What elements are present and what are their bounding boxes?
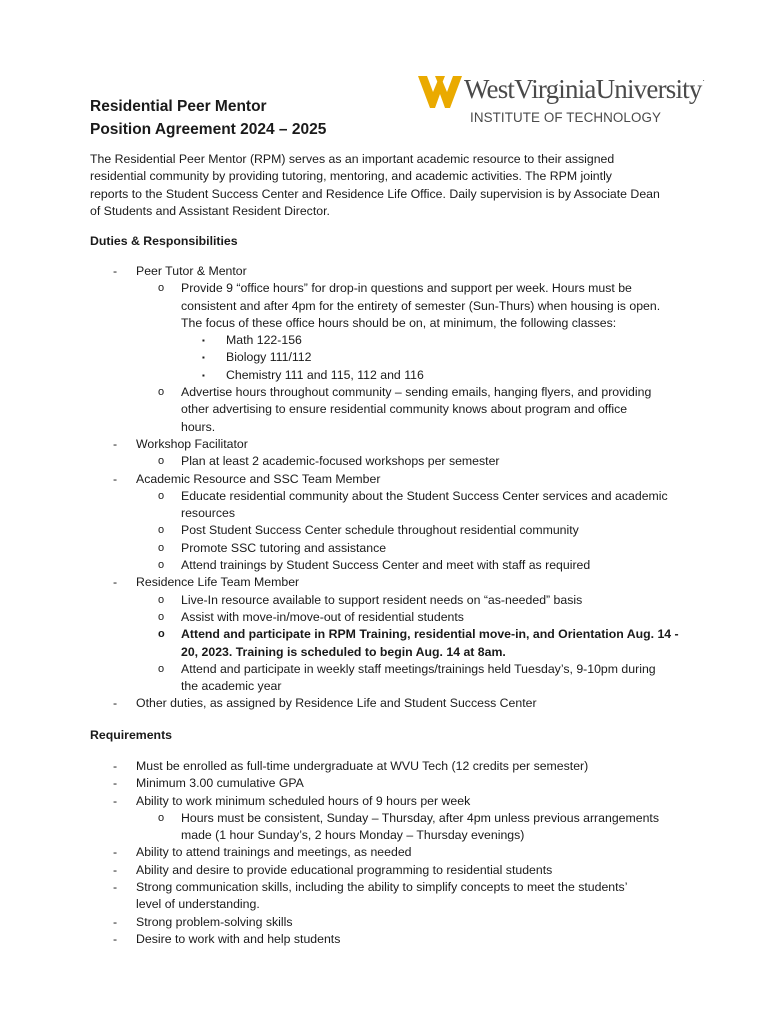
circle-bullet: o — [158, 593, 165, 606]
class-item — [90, 349, 700, 366]
logo-wordmark — [464, 74, 704, 105]
dash-bullet: - — [113, 471, 118, 486]
document-title — [90, 95, 326, 141]
intro-line: reports to the Student Success Center and Residence Life Office. Daily supervision is by Associate Dean — [90, 186, 660, 201]
logo-name: WestVirginiaUniversity — [464, 74, 702, 104]
requirements-heading: Requirements — [90, 728, 173, 742]
requirement-text: Ability and desire to provide educational programming to residential students — [136, 862, 553, 877]
wvu-tech-logo — [418, 70, 704, 130]
requirement-text: Ability to attend trainings and meetings, as needed — [136, 845, 412, 860]
dash-bullet: - — [113, 862, 118, 877]
dash-bullet: - — [113, 914, 118, 929]
dash-bullet: - — [113, 436, 118, 451]
duty-label: Academic Resource and SSC Team Member — [136, 471, 381, 486]
intro-line: residential community by providing tutoring, mentoring, and academic activities. The RPM jointly — [90, 169, 612, 184]
sub-item-line: 20, 2023. Training is scheduled to begin Aug. 14 at 8am. — [181, 644, 506, 659]
sub-item-line: Educate residential community about the Student Success Center services and academic — [181, 488, 668, 503]
requirement-text: Strong communication skills, including the ability to simplify concepts to meet the students’ — [136, 880, 628, 895]
circle-bullet: o — [158, 610, 165, 623]
class-label: Biology 111/112 — [226, 350, 312, 365]
sub-item-line: Plan at least 2 academic-focused workshops per semester — [181, 454, 500, 469]
class-label: Chemistry 111 and 115, 112 and 116 — [226, 367, 424, 382]
sub-item-line: Hours must be consistent, Sunday – Thursday, after 4pm unless previous arrangements — [181, 810, 659, 825]
sub-item-line: Attend trainings by Student Success Center and meet with staff as required — [181, 558, 591, 573]
intro-line: The Residential Peer Mentor (RPM) serves as an important academic resource to their assigned — [90, 152, 615, 166]
requirement-text: level of understanding. — [136, 897, 260, 912]
requirement-sub-item — [90, 810, 700, 845]
square-bullet: ▪ — [202, 353, 205, 363]
sub-item-attend-trainings — [90, 557, 700, 574]
duty-label: Peer Tutor & Mentor — [136, 264, 247, 278]
sub-item-line: Advertise hours throughout community – sending emails, hanging flyers, and providing — [181, 385, 652, 400]
requirement-text: Ability to work minimum scheduled hours of 9 hours per week — [136, 793, 471, 808]
circle-bullet: o — [158, 489, 165, 502]
sub-item-promote — [90, 540, 700, 557]
square-bullet: ▪ — [202, 370, 205, 380]
sub-item-line: Live-In resource available to support resident needs on “as-needed” basis — [181, 592, 583, 607]
title-line-2: Position Agreement 2024 – 2025 — [90, 121, 327, 138]
class-item — [90, 332, 700, 349]
logo-trademark: . — [702, 74, 704, 83]
sub-item-advertise — [90, 384, 700, 436]
logo-subtitle: INSTITUTE OF TECHNOLOGY — [470, 110, 662, 125]
sub-item-line: Attend and participate in weekly staff meetings/trainings held Tuesday’s, 9-10pm during — [181, 661, 656, 676]
requirement-item — [90, 844, 700, 861]
requirement-text: Desire to work with and help students — [136, 931, 341, 946]
circle-bullet: o — [158, 541, 165, 554]
dash-bullet: - — [113, 776, 118, 791]
duties-list — [90, 263, 700, 713]
requirements-list — [90, 758, 700, 948]
circle-bullet: o — [158, 455, 165, 468]
requirement-item — [90, 793, 700, 810]
title-line-1: Residential Peer Mentor — [90, 98, 267, 115]
requirement-text: Must be enrolled as full-time undergraduate at WVU Tech (12 credits per semester) — [136, 759, 589, 773]
duty-peer-tutor — [90, 263, 700, 280]
dash-bullet: - — [113, 759, 118, 773]
sub-item-educate — [90, 488, 700, 523]
sub-item-line: other advertising to ensure residential community knows about program and office — [181, 402, 628, 417]
sub-item-line: The focus of these office hours should be on, at minimum, the following classes: — [181, 315, 617, 330]
circle-bullet: o — [158, 662, 165, 675]
dash-bullet: - — [113, 880, 118, 895]
dash-bullet: - — [113, 696, 118, 711]
sub-item-line: Attend and participate in RPM Training, residential move-in, and Orientation Aug. 14 - — [181, 627, 679, 642]
square-bullet: ▪ — [202, 336, 205, 346]
sub-item-line: hours. — [181, 419, 216, 434]
sub-item-post — [90, 522, 700, 539]
flying-wv-icon — [418, 74, 462, 110]
sub-item-line: resources — [181, 506, 235, 521]
circle-bullet: o — [158, 628, 165, 641]
sub-item-office-hours — [90, 280, 700, 332]
class-label: Math 122-156 — [226, 333, 302, 348]
sub-item-weekly-meetings — [90, 661, 700, 696]
duty-label: Residence Life Team Member — [136, 575, 300, 590]
sub-item-line: Provide 9 “office hours” for drop-in questions and support per week. Hours must be — [181, 281, 632, 296]
sub-item-rpm-training — [90, 626, 700, 661]
sub-item-line: Assist with move-in/move-out of residential students — [181, 609, 464, 624]
circle-bullet: o — [158, 386, 165, 399]
circle-bullet: o — [158, 524, 165, 537]
sub-item-line: consistent and after 4pm for the entirety of semester (Sun-Thurs) when housing is open. — [181, 298, 661, 313]
circle-bullet: o — [158, 811, 165, 824]
dash-bullet: - — [113, 845, 118, 860]
requirement-item — [90, 758, 700, 775]
duties-heading: Duties & Responsibilities — [90, 234, 238, 248]
intro-line: of Students and Assistant Resident Director. — [90, 203, 330, 218]
circle-bullet: o — [158, 559, 165, 572]
sub-item-live-in — [90, 592, 700, 609]
sub-item-line: Post Student Success Center schedule throughout residential community — [181, 523, 579, 538]
sub-item-workshops — [90, 453, 700, 470]
sub-item-move-in — [90, 609, 700, 626]
duty-workshop — [90, 436, 700, 453]
requirement-item — [90, 914, 700, 931]
circle-bullet: o — [158, 282, 165, 295]
intro-paragraph — [90, 151, 690, 220]
duty-label: Workshop Facilitator — [136, 436, 248, 451]
requirement-text: Strong problem-solving skills — [136, 914, 293, 929]
sub-item-line: made (1 hour Sunday’s, 2 hours Monday – Thursday evenings) — [181, 828, 525, 843]
dash-bullet: - — [113, 264, 118, 278]
requirement-item — [90, 775, 700, 792]
sub-item-line: Promote SSC tutoring and assistance — [181, 540, 387, 555]
dash-bullet: - — [113, 931, 118, 946]
requirement-item — [90, 862, 700, 879]
duty-academic-resource — [90, 471, 700, 488]
sub-item-line: the academic year — [181, 679, 282, 694]
requirement-item — [90, 879, 700, 914]
class-item — [90, 367, 700, 384]
duty-other — [90, 695, 700, 712]
dash-bullet: - — [113, 793, 118, 808]
requirement-text: Minimum 3.00 cumulative GPA — [136, 776, 304, 791]
duty-residence-life — [90, 574, 700, 591]
requirement-item — [90, 931, 700, 948]
duty-label: Other duties, as assigned by Residence Life and Student Success Center — [136, 696, 537, 711]
dash-bullet: - — [113, 575, 118, 590]
